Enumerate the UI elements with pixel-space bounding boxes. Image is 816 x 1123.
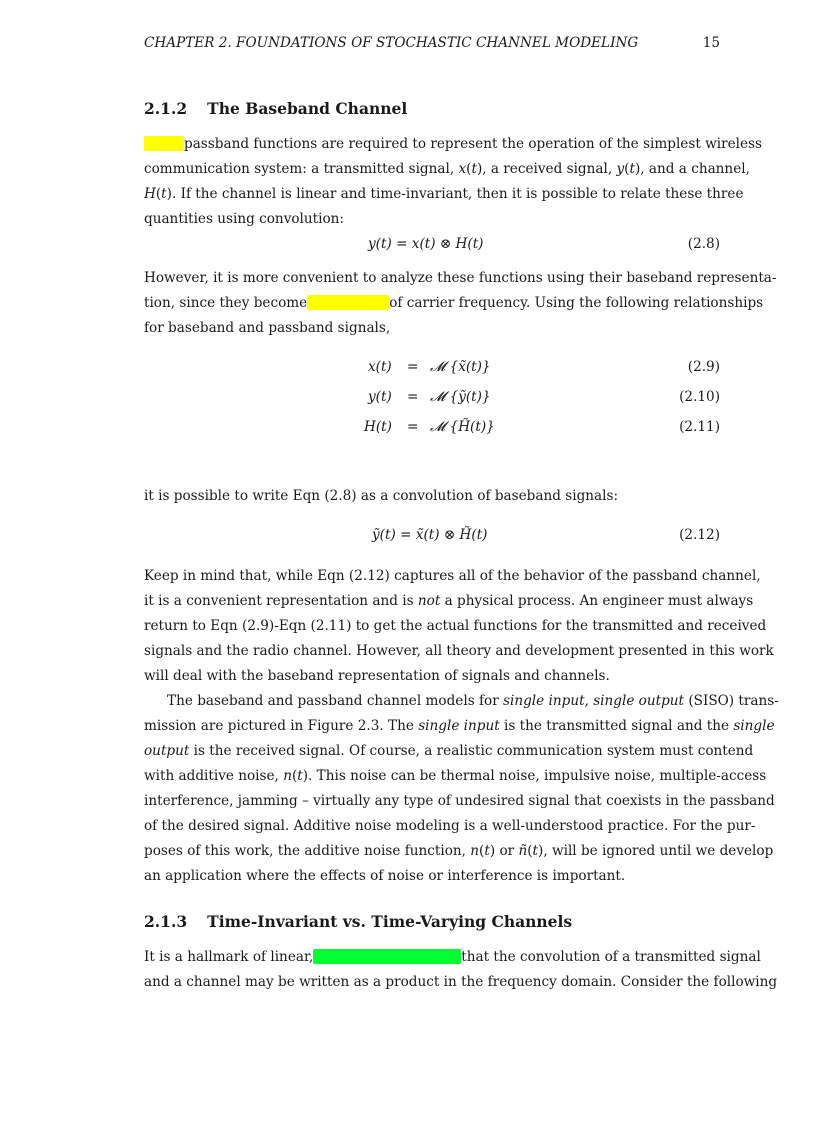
text-line: Keep in mind that, while Eqn (2.12) captures all of the behavior of the passband channel, — [144, 568, 761, 584]
text-line: It is a hallmark of linear, that the convolution of a transmitted signal — [144, 949, 761, 965]
text-line: passband functions are required to represent the operation of the simplest wireless — [144, 136, 720, 152]
section-number: 2.1.3 — [144, 912, 188, 931]
equation-number: (2.12) — [679, 527, 720, 543]
text-line: mission are pictured in Figure 2.3. The single input is the transmitted signal and the single — [144, 718, 775, 734]
equation-lhs: y(t) — [368, 389, 392, 405]
equation-2-12: ỹ(t) = x̃(t) ⊗ H̃(t) — [372, 527, 488, 543]
text-line: an application where the effects of noise or interference is important. — [144, 868, 626, 884]
running-header-title: CHAPTER 2. FOUNDATIONS OF STOCHASTIC CHANNEL MODELING — [144, 35, 639, 51]
section-heading-2-1-3 — [144, 912, 572, 931]
text-line: for baseband and passband signals, — [144, 320, 391, 336]
section-title: The Baseband Channel — [207, 99, 408, 118]
equation-number: (2.9) — [687, 359, 720, 375]
equation-relation: = — [407, 389, 419, 405]
equation-rhs: 𝓜 {x̃(t)} — [430, 359, 491, 375]
equation-number: (2.8) — [687, 236, 720, 252]
green-highlight-redaction — [313, 949, 461, 964]
yellow-highlight-redaction — [144, 136, 184, 151]
page-number: 15 — [702, 35, 720, 51]
section-number: 2.1.2 — [144, 99, 188, 118]
text-line: tion, since they become of carrier frequency. Using the following relationships — [144, 295, 764, 311]
equation-rhs: 𝓜 {ỹ(t)} — [430, 389, 491, 405]
text-line: return to Eqn (2.9)-Eqn (2.11) to get the actual functions for the transmitted and received — [144, 618, 767, 634]
equation-relation: = — [407, 419, 419, 435]
equation-relation: = — [407, 359, 419, 375]
text-line: communication system: a transmitted signal, x(t), a received signal, y(t), and a channel, — [144, 161, 750, 177]
equation-2-8: y(t) = x(t) ⊗ H(t) — [368, 236, 484, 252]
text-line: it is possible to write Eqn (2.8) as a convolution of baseband signals: — [144, 488, 619, 504]
equation-lhs: x(t) — [368, 359, 392, 375]
yellow-highlight-redaction — [307, 295, 389, 310]
text-line: will deal with the baseband representation of signals and channels. — [144, 668, 610, 684]
text-line: interference, jamming – virtually any type of undesired signal that coexists in the passband — [144, 793, 775, 809]
equation-rhs: 𝓜 {H̃(t)} — [430, 419, 495, 435]
equation-number: (2.10) — [679, 389, 720, 405]
text-line: signals and the radio channel. However, all theory and development presented in this work — [144, 643, 774, 659]
text-line: of the desired signal. Additive noise modeling is a well-understood practice. For the pur- — [144, 818, 756, 834]
text-line: and a channel may be written as a product in the frequency domain. Consider the following — [144, 974, 778, 990]
section-title: Time-Invariant vs. Time-Varying Channels — [207, 912, 573, 931]
text-line: output is the received signal. Of course, a realistic communication system must contend — [144, 743, 754, 759]
text-line: poses of this work, the additive noise function, n(t) or ñ(t), will be ignored until we develop — [144, 843, 774, 859]
text-line: with additive noise, n(t). This noise can be thermal noise, impulsive noise, multiple-access — [144, 768, 767, 784]
section-heading-2-1-2 — [144, 99, 407, 118]
text-line: H(t). If the channel is linear and time-invariant, then it is possible to relate these three — [144, 186, 744, 202]
text-line: However, it is more convenient to analyze these functions using their baseband representa- — [144, 270, 777, 286]
text-line: it is a convenient representation and is not a physical process. An engineer must always — [144, 593, 754, 609]
equation-lhs: H(t) — [364, 419, 392, 435]
text-line: quantities using convolution: — [144, 211, 344, 227]
equation-number: (2.11) — [679, 419, 720, 435]
text-line: The baseband and passband channel models for single input, single output (SISO) trans- — [167, 693, 779, 709]
